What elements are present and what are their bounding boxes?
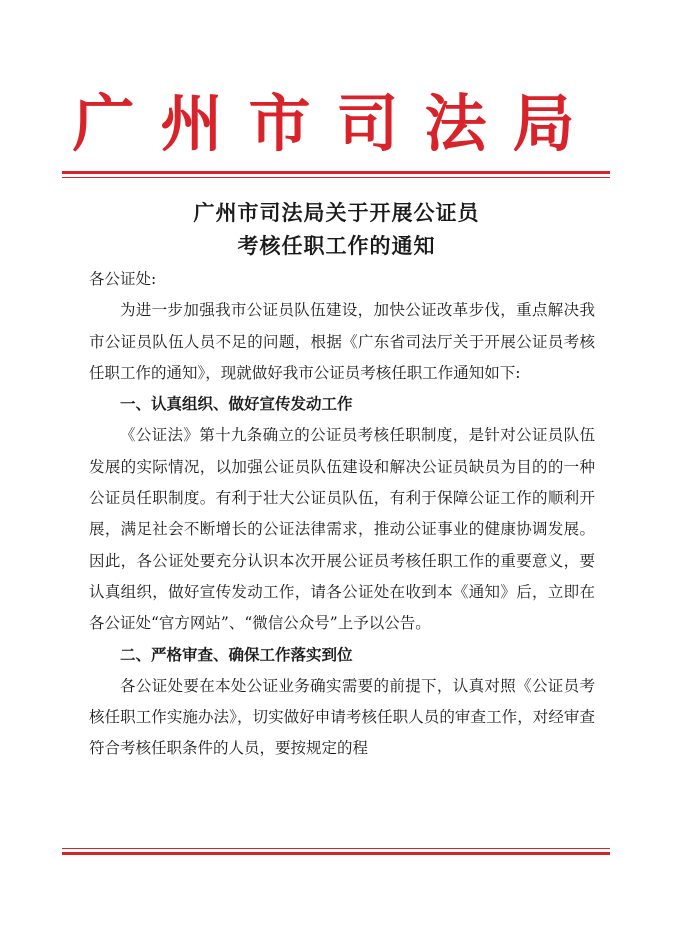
header-red-rule-thin [62, 177, 610, 178]
paragraph-section-2: 各公证处要在本处公证业务确实需要的前提下，认真对照《公证员考核任职工作实施办法》，切实做好申请考核任职人员的审查工作，对经审查符合考核任职条件的人员，要按规定的程 [89, 676, 595, 758]
document-body [89, 264, 595, 765]
paragraph-section-1: 《公证法》第十九条确立的公证员考核任职制度，是针对公证员队伍发展的实际情况，以加强公证员队伍建设和解决公证员缺员为目的的一种公证员任职制度。有利于壮大公证员队伍，有利于保障公证工作的顺利开展，满足社会不断增长的公证法律需求，推动公证事业的健康协调发展。因此，各公证处要充分认识本次开展公证员考核任职工作的重要意义，要认真组织，做好宣传发动工作，请各公证处在收到本《通知》后，立即在各公证处“官方网站”、“微信公众号”上予以公告。 [89, 426, 595, 633]
document-title-line1: 广州市司法局关于开展公证员 [193, 200, 480, 225]
document-title-line2: 考核任职工作的通知 [237, 233, 436, 258]
masthead-org-name: 广州市司法局 [72, 87, 601, 160]
paragraph-intro: 为进一步加强我市公证员队伍建设，加快公证改革步伐，重点解决我市公证员队伍人员不足的问题，根据《广东省司法厅关于开展公证员考核任职工作的通知》，现就做好我市公证员考核任职工作通知如下: [89, 301, 595, 382]
footer-red-rule-thick [62, 852, 610, 855]
salutation: 各公证处: [89, 270, 157, 288]
footer-red-rule-thin [62, 848, 610, 849]
header-red-rule-thick [62, 171, 610, 174]
section-heading-1: 一、认真组织、做好宣传发动工作 [120, 395, 353, 414]
section-heading-2: 二、严格审查、确保工作落实到位 [120, 645, 353, 664]
